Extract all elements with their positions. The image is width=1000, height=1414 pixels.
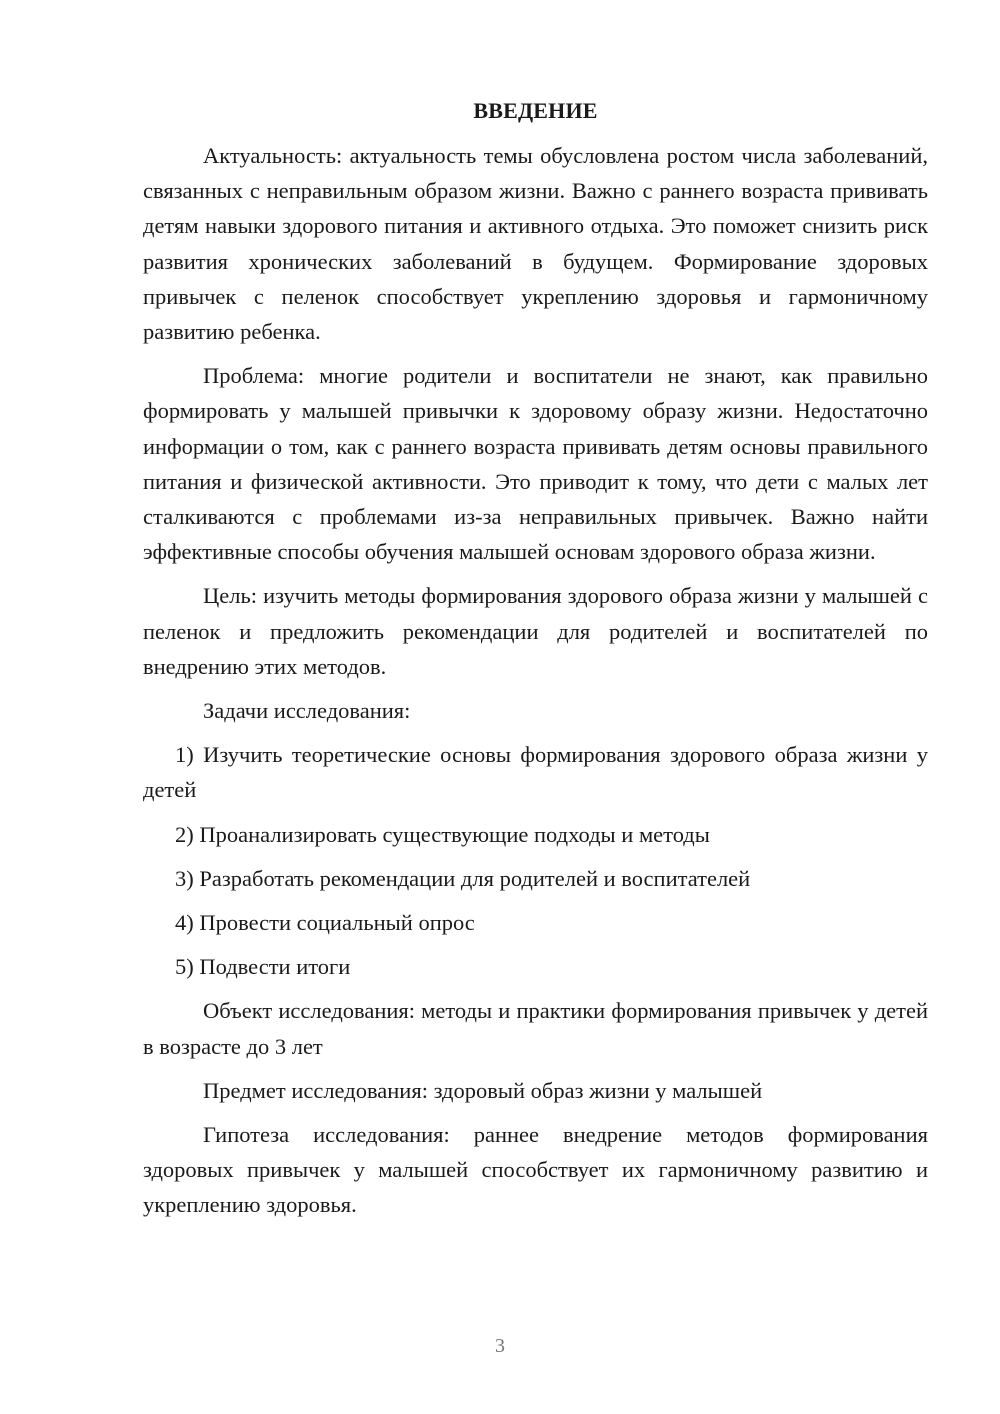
page-number: 3 <box>495 1335 505 1357</box>
task-item-4: 4) Провести социальный опрос <box>175 910 475 936</box>
paragraph-hypothesis: Гипотеза исследования: раннее внедрение методов формирования здоровых привычек у малышей способствует их гармоничному развитию и укреплению здоровья. <box>143 1122 928 1218</box>
paragraph-problem: Проблема: многие родители и воспитатели не знают, как правильно формировать у малышей привычки к здоровому образу жизни. Недостаточно информации о том, как с раннего возраста прививать детям основы правильного питания и физической активности. Это приводит к тому, что дети с малых лет сталкиваются с проблемами из-за неправильных привычек. Важно найти эффективные способы обучения малышей основам здорового образа жизни. <box>143 363 928 565</box>
task-item-3: 3) Разработать рекомендации для родителей и воспитателей <box>175 865 751 891</box>
paragraph-object: Объект исследования: методы и практики формирования привычек у детей в возрасте до 3 лет <box>143 998 928 1059</box>
tasks-title: Задачи исследования: <box>203 698 411 724</box>
section-heading: ВВЕДЕНИЕ <box>473 98 598 123</box>
paragraph-relevance: Актуальность: актуальность темы обусловлена ростом числа заболеваний, связанных с неправильным образом жизни. Важно с раннего возраста прививать детям навыки здорового питания и активного отдыха. Это поможет снизить риск развития хронических заболеваний в будущем. Формирование здоровых привычек с пеленок способствует укреплению здоровья и гармоничному развитию ребенка. <box>143 143 928 345</box>
task-item-2: 2) Проанализировать существующие подходы и методы <box>175 821 710 847</box>
paragraph-goal: Цель: изучить методы формирования здорового образа жизни у малышей с пеленок и предложить рекомендации для родителей и воспитателей по внедрению этих методов. <box>143 583 928 679</box>
task-item-5: 5) Подвести итоги <box>175 954 351 980</box>
task-item-1: 1) Изучить теоретические основы формирования здорового образа жизни у детей <box>143 742 928 803</box>
paragraph-subject: Предмет исследования: здоровый образ жизни у малышей <box>203 1077 763 1103</box>
page-content <box>143 96 928 1232</box>
